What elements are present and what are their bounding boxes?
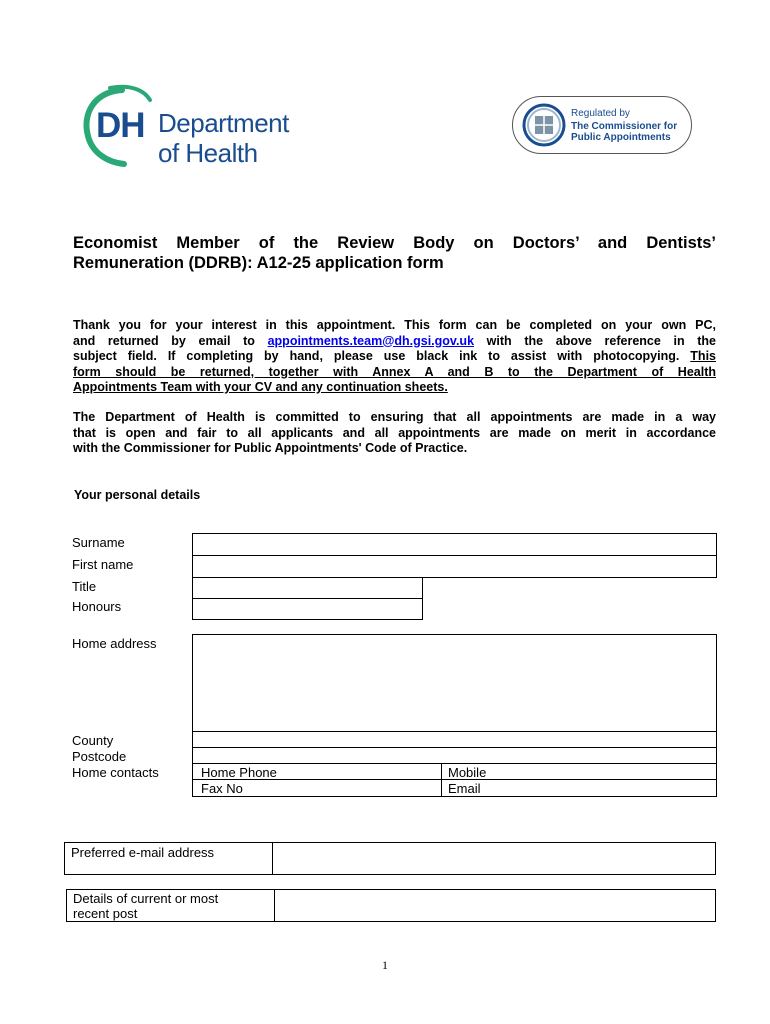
page-number: 1 xyxy=(382,958,388,972)
preferred-email-label: Preferred e-mail address xyxy=(71,845,215,860)
county-field[interactable] xyxy=(192,731,717,748)
regulator-line3: Public Appointments xyxy=(571,132,671,143)
first-name-label: First name xyxy=(72,557,134,572)
intro-p1-line5: Appointments Team with your CV and any continuation sheets. xyxy=(73,380,448,394)
honours-label: Honours xyxy=(72,599,122,614)
mobile-label: Mobile xyxy=(448,765,487,780)
postcode-field[interactable] xyxy=(192,747,717,764)
page-title-line1: Economist Member of the Review Body on Doctors’ and Dentists’ xyxy=(73,234,716,252)
mobile-cell[interactable] xyxy=(441,763,717,780)
current-post-field[interactable] xyxy=(274,889,716,922)
home-phone-label: Home Phone xyxy=(201,765,277,780)
intro-paragraph-2 xyxy=(73,410,716,457)
email-link[interactable]: appointments.team@dh.gsi.gov.uk xyxy=(267,333,475,348)
regulator-line1: Regulated by xyxy=(571,108,630,119)
current-post-label-cell xyxy=(66,889,275,922)
intro-p1-line2-start: and returned by email to xyxy=(73,333,268,348)
dh-logo xyxy=(80,84,300,174)
dh-logo-line1: Department xyxy=(158,108,289,138)
intro-p2-line2: that is open and fair to all applicants and all appointments are made on merit in accordance xyxy=(73,425,716,440)
window-grid-icon xyxy=(521,102,567,148)
page-title-line2: Remuneration (DDRB): A12-25 application form xyxy=(73,254,444,272)
intro-p1-line2 xyxy=(73,334,716,350)
county-label: County xyxy=(72,733,114,748)
intro-p2-line1: The Department of Health is committed to ensuring that all appointments are made in a way xyxy=(73,410,716,424)
current-post-label-line1: Details of current or most xyxy=(73,891,219,906)
home-phone-cell[interactable] xyxy=(192,763,442,780)
home-contacts-label: Home contacts xyxy=(72,765,159,780)
home-address-label: Home address xyxy=(72,636,157,651)
regulator-line2: The Commissioner for xyxy=(571,121,678,132)
dh-logo-abbrev: DH xyxy=(96,106,145,145)
title-field[interactable] xyxy=(192,577,423,599)
section-heading: Your personal details xyxy=(74,488,201,502)
preferred-email-label-cell xyxy=(64,842,273,875)
postcode-label: Postcode xyxy=(72,749,127,764)
intro-p1-line2-end: with the above reference in the xyxy=(474,333,717,348)
fax-cell[interactable] xyxy=(192,779,442,797)
intro-p2-line3: with the Commissioner for Public Appointments' Code of Practice. xyxy=(73,441,468,455)
first-name-field[interactable] xyxy=(192,555,717,578)
intro-p1-line4: form should be returned, together with Annex A and B to the Department of Health xyxy=(73,364,716,379)
email-label: Email xyxy=(448,781,481,796)
intro-paragraph-1 xyxy=(73,318,716,396)
fax-label: Fax No xyxy=(201,781,243,796)
home-address-field[interactable] xyxy=(192,634,717,732)
intro-p1-line3-underlined: This xyxy=(690,349,716,363)
email-cell[interactable] xyxy=(441,779,717,797)
intro-p1-line3-start: subject field. If completing by hand, please use black ink to assist with photocopying. xyxy=(73,349,691,363)
title-label: Title xyxy=(72,579,97,594)
intro-p1-line1: Thank you for your interest in this appointment. This form can be completed on your own PC, xyxy=(73,318,716,332)
current-post-label-line2: recent post xyxy=(73,906,138,921)
dh-logo-line2: of Health xyxy=(158,138,258,168)
honours-field[interactable] xyxy=(192,598,423,620)
intro-p1-line3 xyxy=(73,349,716,365)
surname-label: Surname xyxy=(72,535,125,550)
preferred-email-field[interactable] xyxy=(272,842,716,875)
surname-field[interactable] xyxy=(192,533,717,556)
page-title xyxy=(73,233,716,273)
regulator-badge xyxy=(512,96,692,154)
